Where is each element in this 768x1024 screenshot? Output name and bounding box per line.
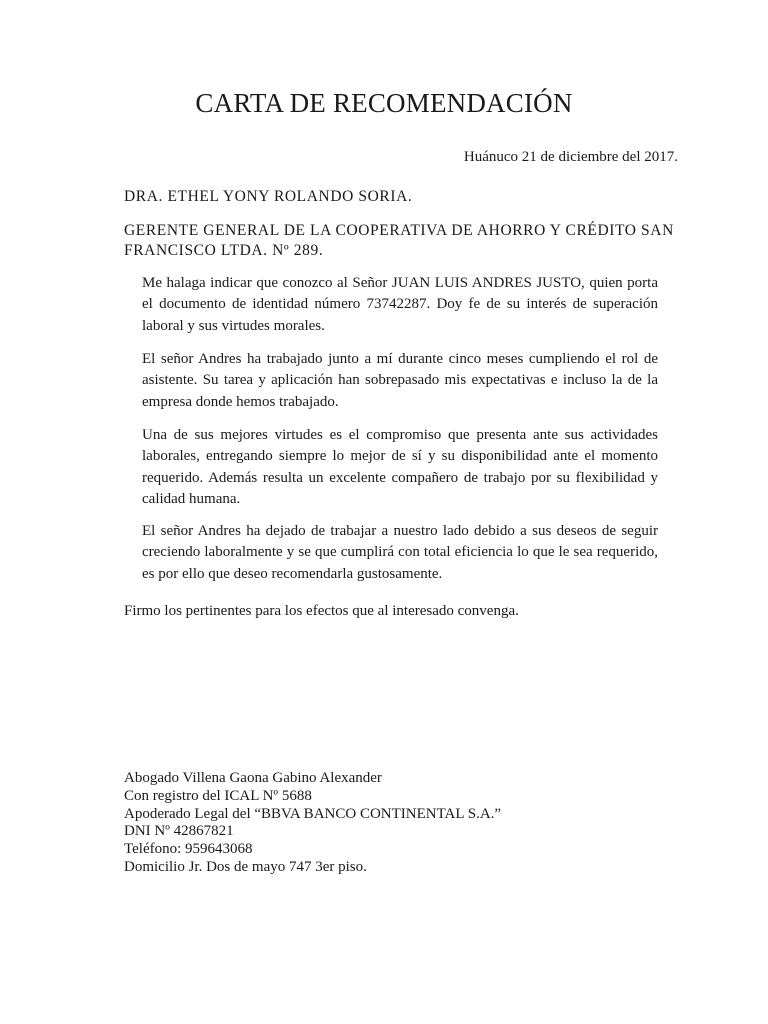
letter-date: Huánuco 21 de diciembre del 2017. [463, 149, 678, 165]
signature-dni: DNI Nº 42867821 [124, 823, 234, 840]
signature-block [124, 770, 501, 877]
recipient-name: DRA. ETHEL YONY ROLANDO SORIA. [124, 188, 413, 205]
body-paragraph-1: Me halaga indicar que conozco al Señor JUAN LUIS ANDRES JUSTO, quien porta el documento de identidad número 73742287. Doy fe de su interés de superación laboral y sus virtudes morales. [142, 275, 658, 334]
signature-name: Abogado Villena Gaona Gabino Alexander [124, 770, 382, 786]
recipient-role: GERENTE GENERAL DE LA COOPERATIVA DE AHORRO Y CRÉDITO SAN FRANCISCO LTDA. Nº 289. [124, 222, 674, 259]
body-paragraph-4: El señor Andres ha dejado de trabajar a nuestro lado debido a sus deseos de seguir creciendo laboralmente y se que cumplirá con total eficiencia lo que le sea requerido, es por ello que deseo recomendarla gustosamente. [142, 523, 658, 582]
letter-title: CARTA DE RECOMENDACIÓN [195, 88, 573, 118]
closing-line: Firmo los pertinentes para los efectos que al interesado convenga. [124, 603, 519, 619]
signature-registry: Con registro del ICAL Nº 5688 [124, 787, 312, 804]
body-paragraph-3: Una de sus mejores virtudes es el compromiso que presenta ante sus actividades laborales, entregando siempre lo mejor de sí y su disponibilidad ante el momento requerido. Además resulta un excelente compañero de trabajo por su flexibilidad y calidad humana. [142, 427, 658, 507]
signature-phone: Teléfono: 959643068 [124, 841, 253, 858]
signature-legal-representative: Apoderado Legal del “BBVA BANCO CONTINENTAL S.A.” [124, 805, 502, 822]
signature-address: Domicilio Jr. Dos de mayo 747 3er piso. [124, 858, 367, 875]
body-paragraph-2: El señor Andres ha trabajado junto a mí durante cinco meses cumpliendo el rol de asistente. Su tarea y aplicación han sobrepasado mis expectativas e incluso la de la empresa donde hemos trabajado. [142, 351, 658, 410]
